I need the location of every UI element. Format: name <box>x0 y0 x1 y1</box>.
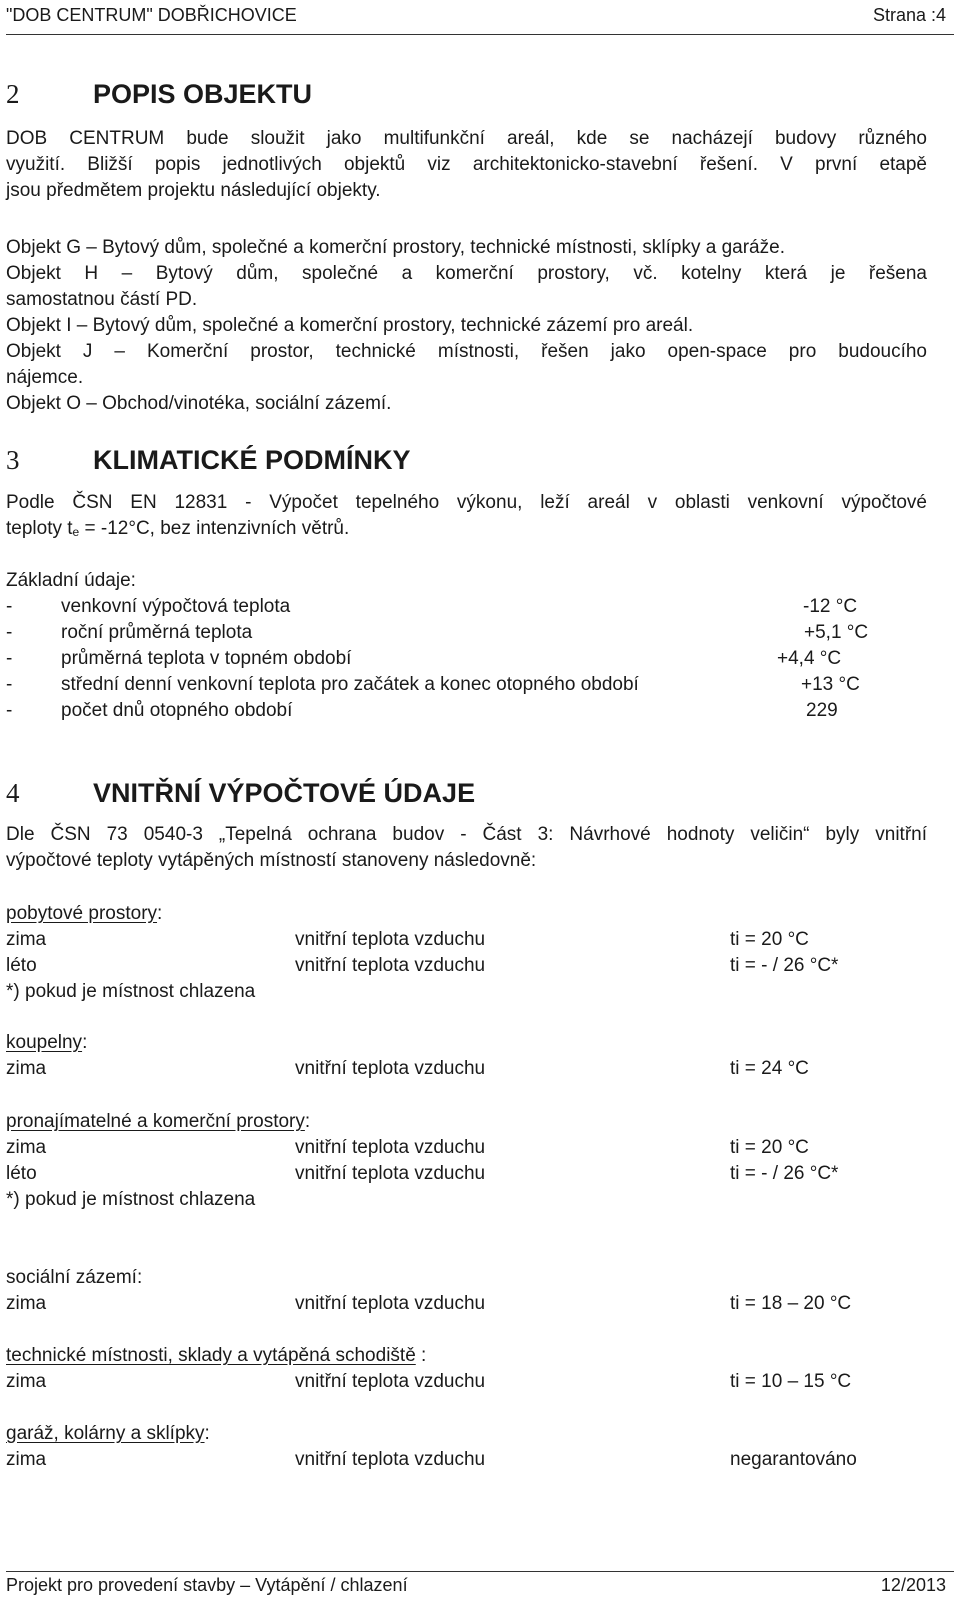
climate-item: - roční průměrná teplota +5,1 °C <box>6 622 869 643</box>
section-4-number: 4 <box>6 778 20 808</box>
group-title-commercial: pronajímatelné a komerční prostory: <box>6 1111 311 1132</box>
section-4-paragraph-line-1: Dle ČSN 73 0540-3 „Tepelná ochrana budov - Část 3: Návrhové hodnoty veličin“ byly vnitřní <box>6 824 927 845</box>
header-divider <box>6 34 954 35</box>
object-j-description-line-1: Objekt J – Komerční prostor, technické místnosti, řešen jako open-space pro budoucího <box>6 341 927 362</box>
temperature-row: léto vnitřní teplota vzduchu ti = - / 26 °C* <box>6 955 839 976</box>
header-project-name: "DOB CENTRUM" DOBŘICHOVICE <box>6 5 297 25</box>
object-o-description: Objekt O – Obchod/vinotéka, sociální zázemí. <box>6 393 392 414</box>
header-page-number: Strana :4 <box>872 5 946 25</box>
section-2-title: POPIS OBJEKTU <box>93 79 313 109</box>
section-3-title: KLIMATICKÉ PODMÍNKY <box>93 445 411 475</box>
section-3-paragraph-line-2: teploty $t_e = -12^\circ C$, bez intenzivních větrů. <box>6 518 350 539</box>
section-2-intro-line-1: DOB CENTRUM bude sloužit jako multifunkční areál, kde se nacházejí budovy různého <box>6 128 927 149</box>
object-g-description: Objekt G – Bytový dům, společné a komerční prostory, technické místnosti, sklípky a garáže. <box>6 237 785 258</box>
section-2-intro-line-2: využití. Bližší popis jednotlivých objektů viz architektonicko-stavební řešení. V první etapě <box>6 154 927 175</box>
section-2-intro-line-3: jsou předmětem projektu následující objekty. <box>6 180 381 201</box>
temperature-row: léto vnitřní teplota vzduchu ti = - / 26 °C* <box>6 1163 839 1184</box>
temperature-row: zima vnitřní teplota vzduchu ti = 24 °C <box>6 1058 809 1079</box>
temperature-row: zima vnitřní teplota vzduchu negarantováno <box>6 1449 857 1470</box>
object-i-description: Objekt I – Bytový dům, společné a komerční prostory, technické zázemí pro areál. <box>6 315 694 336</box>
section-4-title: VNITŘNÍ VÝPOČTOVÉ ÚDAJE <box>93 778 476 808</box>
basic-data-label: Základní údaje: <box>6 570 136 591</box>
section-2-number: 2 <box>6 79 20 109</box>
footer-divider <box>6 1571 954 1572</box>
group-title-bathrooms: koupelny: <box>6 1032 88 1053</box>
group-title-garage: garáž, kolárny a sklípky: <box>6 1423 210 1444</box>
group-title-technical: technické místnosti, sklady a vytápěná schodiště : <box>6 1345 427 1366</box>
section-3-number: 3 <box>6 445 20 475</box>
group-title-residential: pobytové prostory: <box>6 903 163 924</box>
object-j-description-line-2: nájemce. <box>6 367 84 388</box>
footer-project-title: Projekt pro provedení stavby – Vytápění / chlazení <box>6 1575 408 1595</box>
temperature-row: zima vnitřní teplota vzduchu ti = 20 °C <box>6 1137 809 1158</box>
section-4-paragraph-line-2: výpočtové teploty vytápěných místností stanoveny následovně: <box>6 850 537 871</box>
temperature-row: zima vnitřní teplota vzduchu ti = 10 – 15 °C <box>6 1371 852 1392</box>
climate-item: - počet dnů otopného období 229 <box>6 700 838 721</box>
cooling-note: *) pokud je místnost chlazena <box>6 981 256 1002</box>
temperature-row: zima vnitřní teplota vzduchu ti = 18 – 20 °C <box>6 1293 852 1314</box>
cooling-note: *) pokud je místnost chlazena <box>6 1189 256 1210</box>
climate-item: - venkovní výpočtová teplota -12 °C <box>6 596 858 617</box>
object-h-description-line-2: samostatnou částí PD. <box>6 289 198 310</box>
climate-item: - střední denní venkovní teplota pro začátek a konec otopného období +13 °C <box>6 674 860 695</box>
climate-item: - průměrná teplota v topném období +4,4 °C <box>6 648 842 669</box>
temperature-row: zima vnitřní teplota vzduchu ti = 20 °C <box>6 929 809 950</box>
subscript-e: e <box>72 525 80 539</box>
section-3-paragraph-line-1: Podle ČSN EN 12831 - Výpočet tepelného výkonu, leží areál v oblasti venkovní výpočtové <box>6 492 927 513</box>
group-title-sanitary: sociální zázemí: <box>6 1267 143 1288</box>
object-h-description-line-1: Objekt H – Bytový dům, společné a komerční prostory, vč. kotelny která je řešena <box>6 263 927 284</box>
footer-date: 12/2013 <box>880 1575 946 1595</box>
